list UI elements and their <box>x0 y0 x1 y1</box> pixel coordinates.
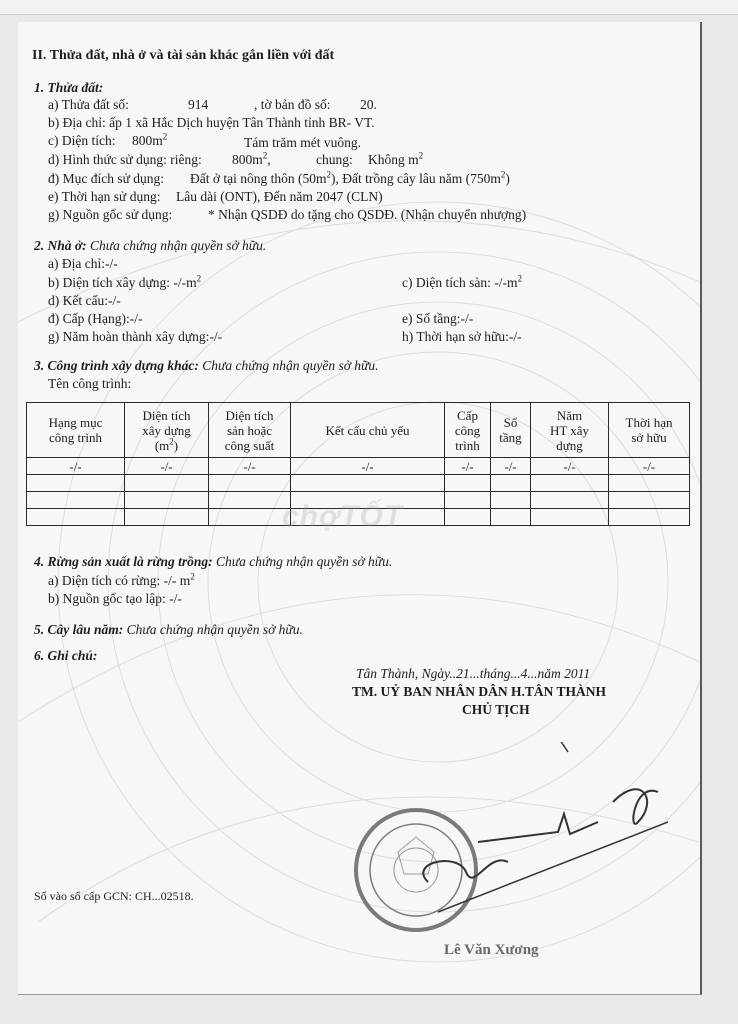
section-title: II. Thửa đất, nhà ở và tài sản khác gắn liền với đất <box>32 48 335 63</box>
works-col-item: Hạng mục công trình <box>27 403 125 458</box>
table-row <box>27 458 690 475</box>
works-table-header-row <box>27 403 690 458</box>
land-heading: 1. Thửa đất: <box>34 80 104 95</box>
top-strip <box>0 0 738 15</box>
signature-role: CHỦ TỊCH <box>462 702 530 717</box>
works-col-structure: Kết cấu chủ yếu <box>291 403 445 458</box>
land-use-form-label: d) Hình thức sử dụng: riêng: <box>48 152 202 167</box>
watermark-logo: chợTỐT <box>282 500 404 533</box>
house-completion-year: g) Năm hoàn thành xây dựng:-/- <box>48 329 223 344</box>
signature-organization: TM. UỶ BAN NHÂN DÂN H.TÂN THÀNH <box>352 684 607 699</box>
works-col-capacity: Diện tích sản hoặc công suất <box>209 403 291 458</box>
forest-area: a) Diện tích có rừng: -/- $m^2$ <box>48 571 195 588</box>
house-build-area: b) Diện tích xây dựng: $-/-m^2$ <box>48 273 202 290</box>
land-use-private-value: $800m^2$, <box>232 150 271 167</box>
land-use-common-label: chung: <box>316 152 353 167</box>
table-cell: -/- <box>209 458 291 475</box>
land-purpose-label: đ) Mục đích sử dụng: <box>48 171 165 186</box>
certificate-page <box>18 22 702 995</box>
table-row <box>27 475 690 492</box>
house-structure: d) Kết cấu:-/- <box>48 293 121 308</box>
works-col-year: Năm HT xây dựng <box>531 403 609 458</box>
registry-number: Số vào sổ cấp GCN: CH...02518. <box>34 889 194 903</box>
table-cell: -/- <box>291 458 445 475</box>
land-parcel-number: 914 <box>188 97 209 112</box>
land-map-label: , tờ bản đồ số: <box>254 97 331 112</box>
signer-name: Lê Văn Xương <box>444 942 539 958</box>
forest-heading-line: 4. Rừng sản xuất là rừng trồng: Chưa chứng nhận quyền sở hữu. <box>34 554 393 569</box>
works-name-label: Tên công trình: <box>48 376 132 391</box>
house-grade: đ) Cấp (Hạng):-/- <box>48 311 143 326</box>
works-col-build-area: Diện tích xây dựng $(m^2)$ <box>125 403 209 458</box>
table-cell: -/- <box>27 458 125 475</box>
official-seal-and-signature <box>338 742 668 942</box>
house-address: a) Địa chỉ:-/- <box>48 256 118 271</box>
land-term-value: Lâu dài (ONT), Đến năm 2047 (CLN) <box>176 189 383 204</box>
land-address: b) Địa chỉ: ấp 1 xã Hắc Dịch huyện Tân Thành tỉnh BR- VT. <box>48 115 375 130</box>
signature-place-date: Tân Thành, Ngày..21...tháng...4...năm 2011 <box>356 666 591 681</box>
house-heading-line: 2. Nhà ở: Chưa chứng nhận quyền sở hữu. <box>34 238 267 253</box>
land-use-common-value: Không $m^2$ <box>368 150 424 167</box>
works-col-floors: Số tầng <box>491 403 531 458</box>
table-cell: -/- <box>125 458 209 475</box>
works-col-grade: Cấp công trình <box>445 403 491 458</box>
land-origin-label: g) Nguồn gốc sử dụng: <box>48 207 173 222</box>
house-floors: e) Số tầng:-/- <box>402 311 474 326</box>
works-col-term: Thời hạn sở hữu <box>609 403 690 458</box>
land-origin-value: * Nhận QSDĐ do tặng cho QSDĐ. (Nhận chuyển nhượng) <box>208 207 527 222</box>
land-parcel-label: a) Thửa đất số: <box>48 97 129 112</box>
table-cell: -/- <box>491 458 531 475</box>
house-floor-area: c) Diện tích sàn: $-/-m^2$ <box>402 273 522 290</box>
land-area-label: c) Diện tích: <box>48 133 116 148</box>
land-map-number: 20. <box>360 97 377 112</box>
table-cell: -/- <box>445 458 491 475</box>
forest-origin: b) Nguồn gốc tạo lập: -/- <box>48 591 182 606</box>
land-term-label: e) Thời hạn sử dụng: <box>48 189 161 204</box>
notes-heading: 6. Ghi chú: <box>34 648 98 663</box>
trees-heading-line: 5. Cây lâu năm: Chưa chứng nhận quyền sở hữu. <box>34 622 303 637</box>
land-area-value: $800m^2$ <box>132 131 168 148</box>
house-ownership-term: h) Thời hạn sở hữu:-/- <box>402 329 522 344</box>
works-heading-line: 3. Công trình xây dựng khác: Chưa chứng nhận quyền sở hữu. <box>34 358 379 373</box>
land-purpose-value: Đất ở tại nông thôn $(50m^2)$, Đất trồng cây lâu năm $(750m^2)$ <box>190 169 510 186</box>
land-area-words: Tám trăm mét vuông. <box>244 135 361 150</box>
table-cell: -/- <box>531 458 609 475</box>
table-cell: -/- <box>609 458 690 475</box>
